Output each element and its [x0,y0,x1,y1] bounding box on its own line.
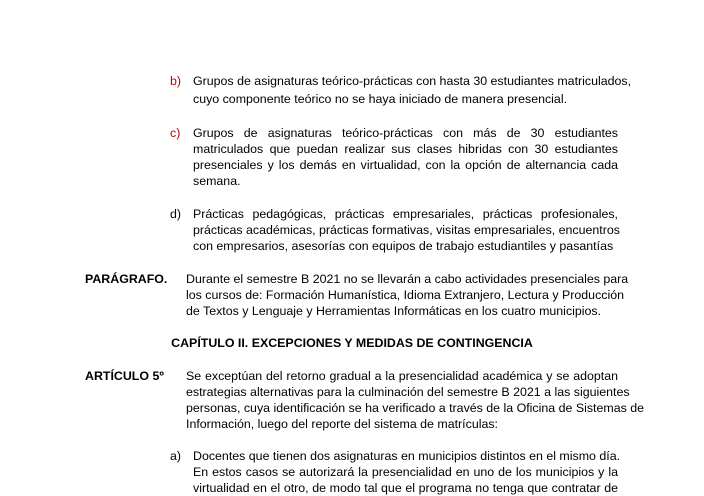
item-a-marker: a) [170,449,182,463]
paragrafo-line-1: Durante el semestre B 2021 no se llevarán a cabo actividades presenciales para [186,272,629,286]
item-a-line-1: Docentes que tienen dos asignaturas en municipios distintos en el mismo día. [193,449,621,463]
item-b-line-1: Grupos de asignaturas teórico-prácticas con hasta 30 estudiantes matriculados, [193,74,632,88]
paragrafo-line-3: de Textos y Lenguaje y Herramientas Informáticas en los cuatro municipios. [186,304,602,318]
articulo-line-2: estrategias alternativas para la culminación del semestre B 2021 a las siguientes [186,385,630,399]
paragrafo-line-2: los cursos de: Formación Humanística, Idioma Extranjero, Lectura y Producción [186,288,624,302]
item-a-line-2: En estos casos se autorizará la presencialidad en uno de los municipios y la [193,465,618,479]
paragrafo-label: PARÁGRAFO. [85,272,168,286]
item-c-marker: c) [170,126,181,140]
articulo-line-3: personas, cuya identificación se ha verificado a través de la Oficina de Sistemas de [186,401,645,415]
articulo-line-1: Se exceptúan del retorno gradual a la presencialidad académica y se adoptan [186,369,618,383]
item-c-line-2: matriculados que puedan realizar sus clases hibridas con 30 estudiantes [193,142,618,156]
item-b-line-2: cuyo componente teórico no se haya iniciado de manera presencial. [193,92,568,106]
articulo-line-4: Información, luego del reporte del sistema de matrículas: [186,417,498,431]
item-d-line-2: prácticas académicas, prácticas formativas, visitas empresariales, encuentros [193,223,620,237]
chapter-heading [0,335,704,351]
item-c-line-1: Grupos de asignaturas teórico-prácticas con más de 30 estudiantes [193,126,618,140]
item-a-line-3: virtualidad en el otro, de modo tal que el programa no tenga que contratar de [193,481,618,495]
item-d-line-3: con empresarios, asesorías con equipos de trabajo estudiantiles y pasantías [193,239,614,253]
item-c-line-3: presenciales y los demás en virtualidad, con la opción de alternancia cada [193,158,618,172]
chapter-heading-text: CAPÍTULO II. EXCEPCIONES Y MEDIDAS DE CONTINGENCIA [171,336,533,350]
item-d-marker: d) [170,207,182,221]
item-b-marker: b) [170,74,182,88]
item-c-line-4: semana. [193,174,241,188]
articulo-label: ARTÍCULO 5º [85,369,164,383]
item-d-line-1: Prácticas pedagógicas, prácticas empresariales, prácticas profesionales, [193,207,618,221]
